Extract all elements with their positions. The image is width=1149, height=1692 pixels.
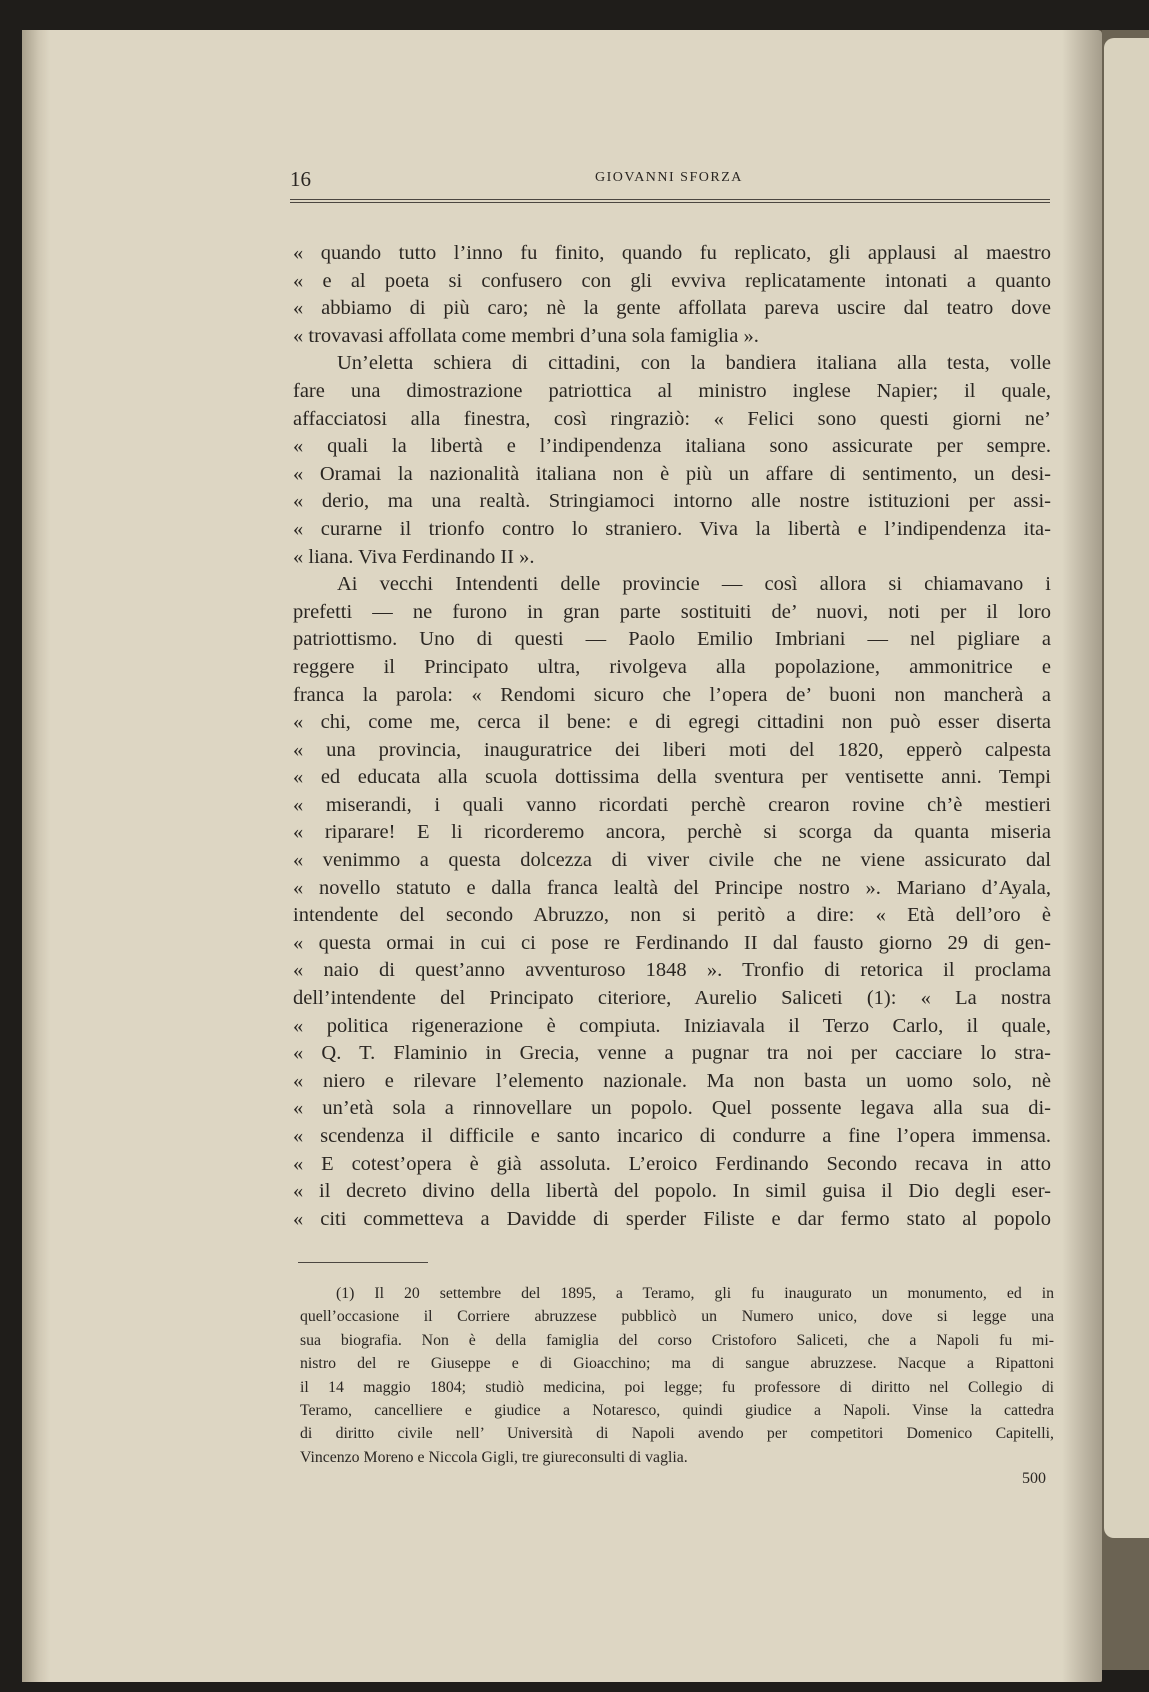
- text-line: fare una dimostrazione patriottica al ministro inglese Napier; il quale,: [293, 379, 1051, 402]
- text-line: « derio, ma una realtà. Stringiamoci intorno alle nostre istituzioni per assi-: [293, 490, 1051, 513]
- text-line: « quali la libertà e l’indipendenza italiana sono assicurate per sempre.: [293, 435, 1051, 458]
- text-line: « il decreto divino della libertà del popolo. In simil guisa il Dio degli eser-: [293, 1180, 1051, 1203]
- text-line: patriottismo. Uno di questi — Paolo Emilio Imbriani — nel pigliare a: [293, 628, 1051, 651]
- footnote-rule: [298, 1262, 428, 1263]
- text-line: prefetti — ne furono in gran parte sostituiti de’ nuovi, noti per il loro: [293, 600, 1051, 623]
- text-line: « chi, come me, cerca il bene: e di egregi cittadini non può esser diserta: [293, 711, 1051, 734]
- text-line: « venimmo a questa dolcezza di viver civile che ne viene assicurato dal: [293, 849, 1051, 872]
- footnote-line: Vincenzo Moreno e Niccola Gigli, tre giureconsulti di vaglia.: [300, 1448, 688, 1466]
- text-line: dell’intendente del Principato citeriore, Aurelio Saliceti (1): « La nostra: [293, 987, 1051, 1010]
- text-line: « novello statuto e dalla franca lealtà del Principe nostro ». Mariano d’Ayala,: [293, 876, 1051, 899]
- text-line: « citi commetteva a Davidde di sperder Filiste e dar fermo stato al popolo: [293, 1207, 1051, 1230]
- signature-mark: 500: [1022, 1470, 1046, 1487]
- text-line: Ai vecchi Intendenti delle provincie — così allora si chiamavano i: [337, 573, 1051, 596]
- running-header: [290, 165, 1050, 195]
- text-line: intendente del secondo Abruzzo, non si peritò a dire: « Età dell’oro è: [293, 904, 1051, 927]
- text-line: « e al poeta si confusero con gli evviva replicatamente intonati a quanto: [293, 269, 1051, 292]
- footnote-line: (1) Il 20 settembre del 1895, a Teramo, gli fu inaugurato un monumento, ed in: [336, 1285, 1054, 1302]
- footnote-line: sua biografia. Non è della famiglia del corso Cristoforo Saliceti, che a Napoli fu mi-: [300, 1331, 1054, 1349]
- text-line: franca la parola: « Rendomi sicuro che l’opera de’ buoni non mancherà a: [293, 683, 1051, 706]
- text-line: « niero e rilevare l’elemento nazionale. Ma non basta un uomo solo, nè: [293, 1069, 1051, 1092]
- body-text: [293, 240, 1051, 1233]
- footnote-line: Teramo, cancelliere e giudice a Notaresco, quindi giudice a Napoli. Vinse la cattedra: [300, 1402, 1054, 1420]
- footnote-line: di diritto civile nell’ Università di Napoli avendo per competitori Domenico Capitelli,: [300, 1425, 1054, 1443]
- text-line: affacciatosi alla finestra, così ringraziò: « Felici sono questi giorni ne’: [293, 407, 1051, 430]
- adjacent-page: [1104, 38, 1149, 1538]
- text-line: « un’età sola a rinnovellare un popolo. Quel possente legava alla sua di-: [293, 1097, 1051, 1120]
- page-curl-shadow: [1062, 30, 1102, 1682]
- text-line: Un’eletta schiera di cittadini, con la bandiera italiana alla testa, volle: [337, 352, 1051, 375]
- header-double-rule: [290, 199, 1050, 203]
- text-line: « questa ormai in cui ci pose re Ferdinando II dal fausto giorno 29 di gen-: [293, 931, 1051, 954]
- text-line: « Oramai la nazionalità italiana non è più un affare di sentimento, un desi-: [293, 462, 1051, 485]
- footnote-line: il 14 maggio 1804; studiò medicina, poi legge; fu professore di diritto nel Collegio di: [300, 1378, 1054, 1396]
- text-line: « Q. T. Flaminio in Grecia, venne a pugnar tra noi per cacciare lo stra-: [293, 1042, 1051, 1065]
- text-line: « ed educata alla scuola dottissima della sventura per ventisette anni. Tempi: [293, 766, 1051, 789]
- footnote-line: quell’occasione il Corriere abruzzese pubblicò un Numero unico, dove si legge una: [300, 1308, 1054, 1326]
- text-line: « curarne il trionfo contro lo straniero. Viva la libertà e l’indipendenza ita-: [293, 517, 1051, 540]
- text-line: « trovavasi affollata come membri d’una sola famiglia ».: [293, 324, 759, 347]
- footnote-line: nistro del re Giuseppe e di Gioacchino; ma di sangue abruzzese. Nacque a Ripattoni: [300, 1355, 1054, 1373]
- text-line: « quando tutto l’inno fu finito, quando fu replicato, gli applausi al maestro: [293, 242, 1051, 264]
- page-gutter-shadow: [22, 30, 50, 1682]
- text-line: « politica rigenerazione è compiuta. Iniziavala il Terzo Carlo, il quale,: [293, 1014, 1051, 1037]
- header-title: GIOVANNI SFORZA: [595, 170, 743, 185]
- text-line: « abbiamo di più caro; nè la gente affollata pareva uscire dal teatro dove: [293, 297, 1051, 320]
- text-line: « E cotest’opera è già assoluta. L’eroico Ferdinando Secondo recava in atto: [293, 1152, 1051, 1175]
- footnote: [300, 1282, 1054, 1469]
- page-number: 16: [290, 167, 311, 191]
- text-line: « miserandi, i quali vanno ricordati perchè crearon rovine ch’è mestieri: [293, 793, 1051, 816]
- text-line: « scendenza il difficile e santo incarico di condurre a fine l’opera immensa.: [293, 1125, 1051, 1147]
- text-line: « riparare! E li ricorderemo ancora, perchè si scorga da quanta miseria: [293, 821, 1051, 844]
- text-line: reggere il Principato ultra, rivolgeva alla popolazione, ammonitrice e: [293, 655, 1051, 678]
- text-line: « liana. Viva Ferdinando II ».: [293, 545, 535, 568]
- text-line: « una provincia, inauguratrice dei liberi moti del 1820, epperò calpesta: [293, 738, 1051, 761]
- text-line: « naio di quest’anno avventuroso 1848 ». Tronfio di retorica il proclama: [293, 959, 1051, 982]
